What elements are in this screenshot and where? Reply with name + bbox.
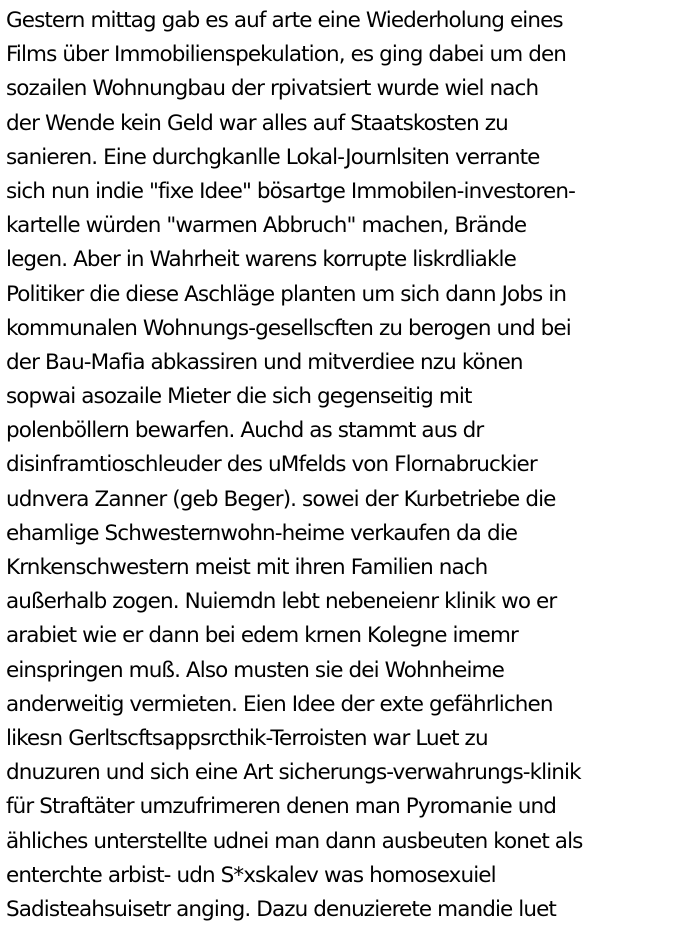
text-line-1: Gestern mittag gab es auf arte eine Wiederholung eines: [6, 8, 563, 33]
text-line-16: ehamlige Schwesternwohn-heime verkaufen da die: [6, 520, 518, 546]
text-line-21: anderweitig vermieten. Eien Idee der exte gefährlichen: [6, 691, 553, 717]
text-line-13: polenböllern bewarfen. Auchd as stammt aus dr: [6, 418, 484, 444]
text-line-14: disinframtioschleuder des uMfelds von Flornabruckier: [6, 452, 537, 478]
text-line-2: Films über Immobilienspekulation, es ging dabei um den: [6, 42, 567, 68]
text-line-10: kommunalen Wohnungs-gesellscften zu berogen und bei: [6, 315, 571, 341]
text-line-12: sopwai asozaile Mieter die sich gegenseitig mit: [6, 384, 472, 410]
text-line-22: likesn Gerltscftsappsrcthik-Terroisten war Luet zu: [6, 725, 488, 751]
text-line-7: kartelle würden "warmen Abbruch" machen, Brände: [6, 213, 527, 239]
text-line-19: arabiet wie er dann bei edem krnen Kolegne imemr: [6, 623, 518, 649]
text-line-15: udnvera Zanner (geb Beger). sowei der Kurbetriebe die: [6, 486, 556, 512]
text-line-23: dnuzuren und sich eine Art sicherungs-verwahrungs-klinik: [6, 760, 581, 786]
text-line-26: enterchte arbist- udn S*xskalev was homosexuiel: [6, 862, 496, 888]
text-line-8: legen. Aber in Wahrheit warens korrupte liskrdliakle: [6, 247, 516, 273]
text-line-5: sanieren. Eine durchgkanlle Lokal-Journlsiten verrante: [6, 144, 540, 170]
text-line-25: ähliches unterstellte udnei man dann ausbeuten konet als: [6, 828, 583, 854]
text-line-20: einspringen muß. Also musten sie dei Wohnheime: [6, 657, 504, 683]
text-line-6: sich nun indie "fixe Idee" bösartge Immobilen-investoren-: [6, 178, 575, 204]
text-line-24: für Straftäter umzufrimeren denen man Pyromanie und: [6, 794, 556, 820]
text-line-9: Politiker die diese Aschläge planten um sich dann Jobs in: [6, 281, 567, 307]
text-line-27: Sadisteahsuisetr anging. Dazu denuzierete mandie luet: [6, 896, 556, 922]
text-line-3: sozailen Wohnungbau der rpivatsiert wurde wiel nach: [6, 76, 539, 102]
text-line-17: Krnkenschwestern meist mit ihren Familien nach: [6, 555, 488, 580]
document-body: [6, 4, 682, 927]
text-line-18: außerhalb zogen. Nuiemdn lebt nebeneienr klinik wo er: [6, 589, 557, 615]
text-line-11: der Bau-Mafia abkassiren und mitverdiee nzu könen: [6, 349, 523, 375]
text-line-4: der Wende kein Geld war alles auf Staatskosten zu: [6, 110, 508, 136]
